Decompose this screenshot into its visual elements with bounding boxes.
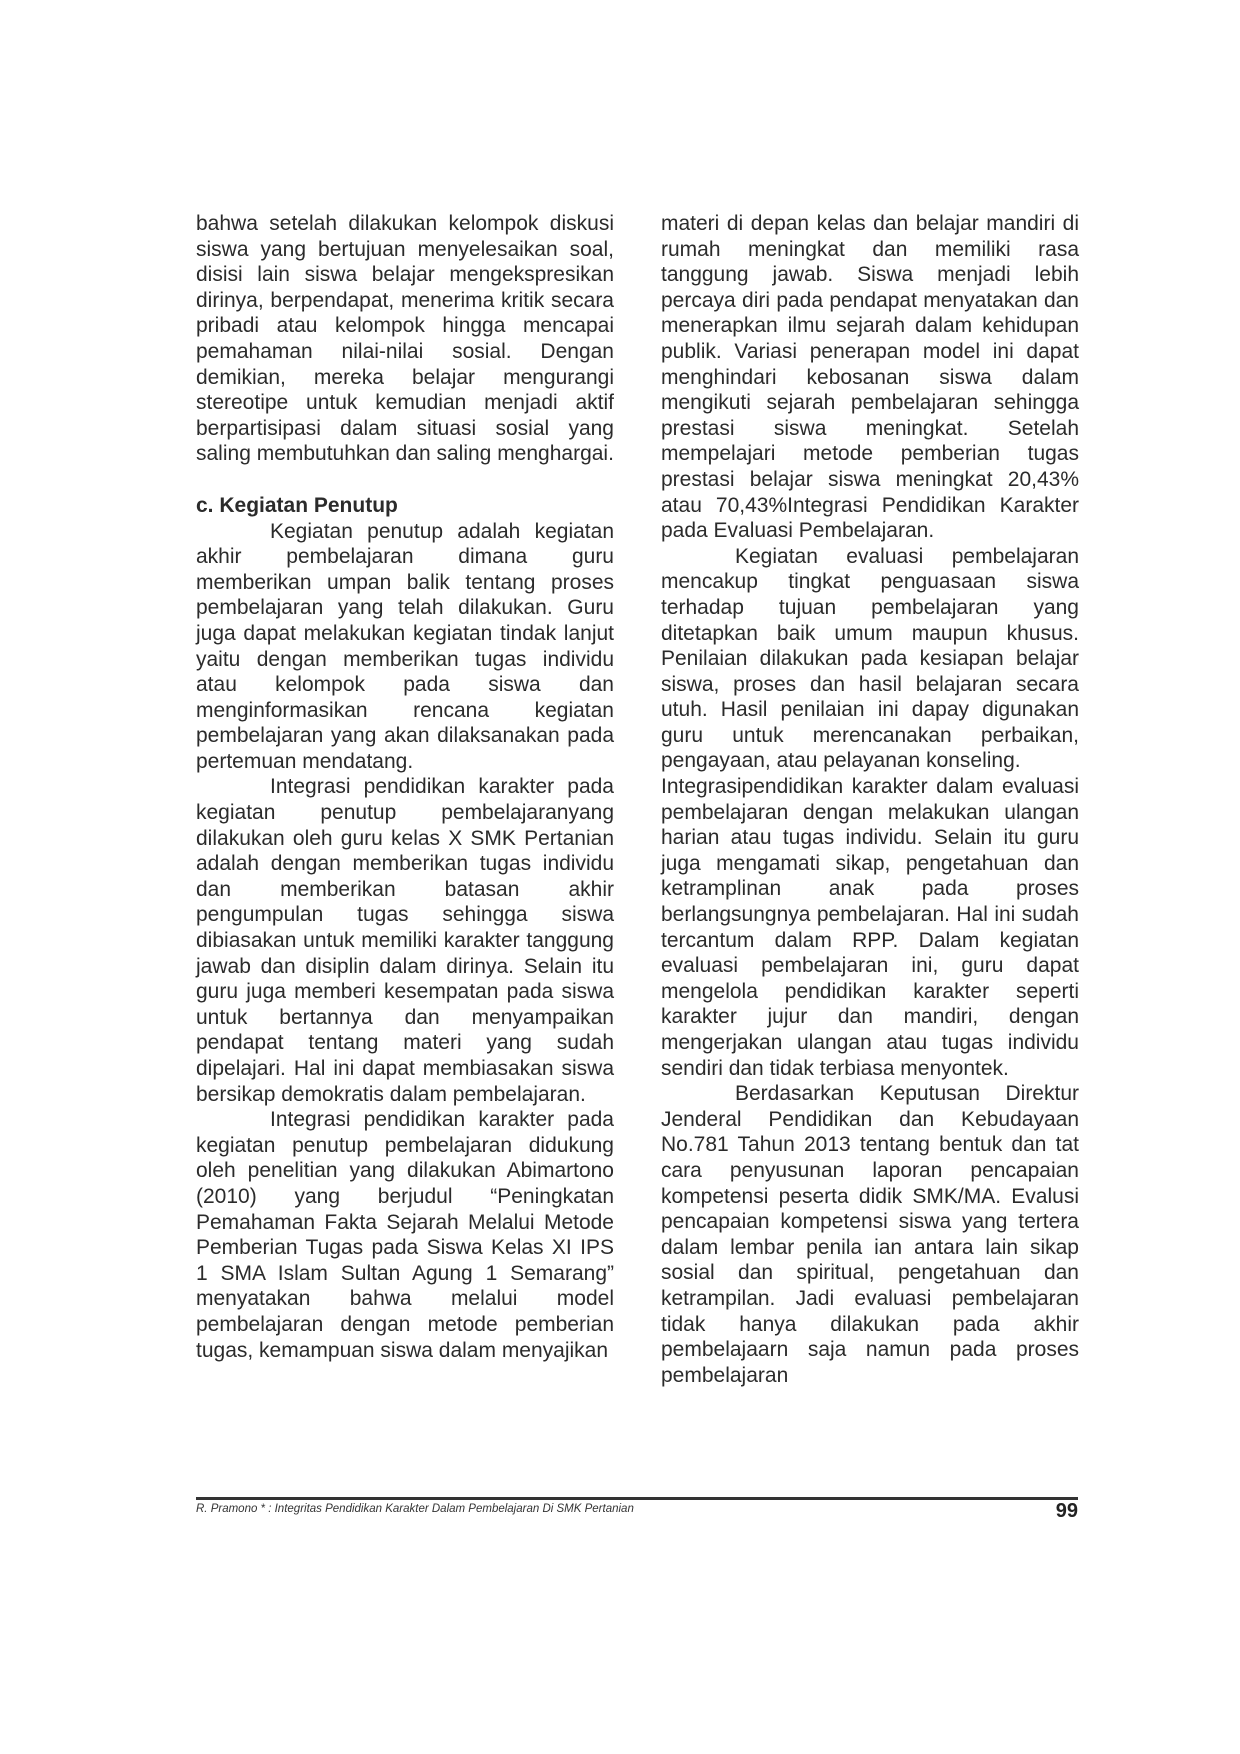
body-paragraph: Kegiatan penutup adalah kegiatan akhir pembelajaran dimana guru memberikan umpan balik tentang proses pembelajaran yang telah dilakukan. Guru juga dapat melakukan kegiatan tindak lanjut yaitu dengan memberikan tugas individu atau kelompok pada siswa dan menginformasikan rencana kegiatan pembelajaran yang akan dilaksanakan pada pertemuan mendatang. [196,519,614,773]
body-paragraph: materi di depan kelas dan belajar mandiri di rumah meningkat dan memiliki rasa tanggung jawab. Siswa menjadi lebih percaya diri pada pendapat menyatakan dan menerapkan ilmu sejarah dalam kehidupan publik. Variasi penerapan model ini dapat menghindari kebosanan siswa dalam mengikuti sejarah pembelajaran sehingga prestasi siswa meningkat. Setelah mempelajari metode pemberian tugas prestasi belajar siswa meningkat 20,43% atau 70,43%Integrasi Pendidikan Karakter pada Evaluasi Pembelajaran. [661,212,1079,543]
body-paragraph: Integrasi pendidikan karakter pada kegiatan penutup pembelajaran didukung oleh penelitian yang dilakukan Abimartono (2010) yang berjudul “Peningkatan Pemahaman Fakta Sejarah Melalui Metode Pemberian Tugas pada Siswa Kelas XI IPS 1 SMA Islam Sultan Agung 1 Semarang” menyatakan bahwa melalui model pembelajaran dengan metode pemberian tugas, kemampuan siswa dalam menyajikan [196,1108,614,1362]
footer-citation: R. Pramono * : Integritas Pendidikan Karakter Dalam Pembelajaran Di SMK Pertanian [196,1503,634,1515]
body-paragraph: Integrasi pendidikan karakter pada kegiatan penutup pembelajaranyang dilakukan oleh guru kelas X SMK Pertanian adalah dengan memberikan tugas individu dan memberikan batasan akhir pengumpulan tugas sehingga siswa dibiasakan untuk memiliki karakter tanggung jawab dan disiplin dalam dirinya. Selain itu guru juga memberi kesempatan pada siswa untuk bertannya dan menyampaikan pendapat tentang materi yang sudah dipelajari. Hal ini dapat membiasakan siswa bersikap demokratis dalam pembelajaran. [196,775,614,1106]
left-column [196,211,614,1363]
page-number: 99 [1055,1500,1078,1522]
right-column [661,211,1079,1388]
footer-rule [196,1497,1078,1500]
body-paragraph: Integrasipendidikan karakter dalam evaluasi pembelajaran dengan melakukan ulangan harian atau tugas individu. Selain itu guru juga mengamati sikap, pengetahuan dan ketramplinan anak pada proses berlangsungnya pembelajaran. Hal ini sudah tercantum dalam RPP. Dalam kegiatan evaluasi pembelajaran ini, guru dapat mengelola pendidikan karakter seperti karakter jujur dan mandiri, dengan mengerjakan ulangan atau tugas individu sendiri dan tidak terbiasa menyontek. [661,775,1079,1080]
body-paragraph: bahwa setelah dilakukan kelompok diskusi siswa yang bertujuan menyelesaikan soal, disisi lain siswa belajar mengekspresikan dirinya, berpendapat, menerima kritik secara pribadi atau kelompok hingga mencapai pemahaman nilai-nilai sosial. Dengan demikian, mereka belajar mengurangi stereotipe untuk kemudian menjadi aktif berpartisipasi dalam situasi sosial yang saling membutuhkan dan saling menghargai. [196,212,614,466]
body-paragraph: Berdasarkan Keputusan Direktur Jenderal Pendidikan dan Kebudayaan No.781 Tahun 2013 tentang bentuk dan tat cara penyusunan laporan pencapaian kompetensi peserta didik SMK/MA. Evalusi pencapaian kompetensi siswa yang tertera dalam lembar penila ian antara lain sikap sosial dan spiritual, pengetahuan dan ketrampilan. Jadi evaluasi pembelajaran tidak hanya dilakukan pada akhir pembelajaarn saja namun pada proses pembelajaran [661,1082,1079,1387]
section-heading: c. Kegiatan Penutup [196,493,398,517]
body-paragraph: Kegiatan evaluasi pembelajaran mencakup tingkat penguasaan siswa terhadap tujuan pembelajaran yang ditetapkan baik umum maupun khusus. Penilaian dilakukan pada kesiapan belajar siswa, proses dan hasil belajaran secara utuh. Hasil penilaian ini dapay digunakan guru untuk merencanakan perbaikan, pengayaan, atau pelayanan konseling. [661,544,1079,773]
